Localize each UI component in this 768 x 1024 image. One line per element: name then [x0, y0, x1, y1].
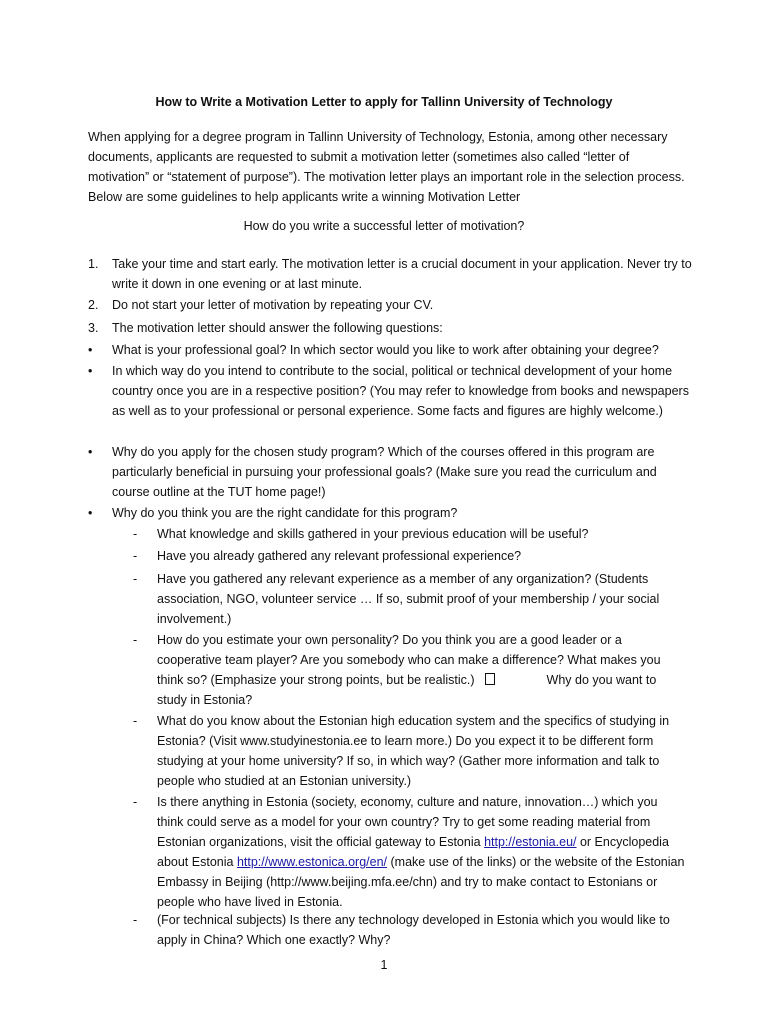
estonia-eu-link[interactable]: http://estonia.eu/ [484, 835, 577, 849]
bullet-item: Why do you apply for the chosen study program? Which of the courses offered in this program are particularly beneficial in pursuing your professional goals? (Make sure you read the curriculum and course outline at the TUT home page!) [112, 445, 657, 499]
bullet-marker: • [88, 343, 93, 357]
sub-item: Have you gathered any relevant experience as a member of any organization? (Students association, NGO, volunteer service … If so, submit proof of your membership / your social involvement.) [157, 572, 660, 626]
sub-item: Have you already gathered any relevant professional experience? [157, 549, 522, 563]
bullet-marker: • [88, 445, 93, 459]
intro-paragraph: When applying for a degree program in Tallinn University of Technology, Estonia, among other necessary documents, applicants are requested to submit a motivation letter (sometimes also called “letter of motivation” or “statement of purpose”). The motivation letter plays an important role in the selection process. Below are some guidelines to help applicants write a winning Motivation Letter [88, 130, 685, 204]
sub-item: (For technical subjects) Is there any technology developed in Estonia which you would like to apply in China? Which one exactly? Why? [157, 913, 670, 947]
numbered-item: The motivation letter should answer the following questions: [112, 321, 443, 335]
sub-item [157, 630, 687, 710]
dash-marker: - [133, 572, 138, 586]
dash-marker: - [133, 633, 138, 647]
sub-item: What do you know about the Estonian high education system and the specifics of studying in Estonia? (Visit www.studyinestonia.ee to learn more.) Do you expect it to be different form studying at your home university? If so, in which way? (Gather more information and talk to people who studied at an Estonian university.) [157, 714, 670, 788]
dash-marker: - [133, 795, 138, 809]
section-heading: How do you write a successful letter of motivation? [243, 219, 525, 233]
bullet-marker: • [88, 364, 93, 378]
dash-marker: - [133, 527, 138, 541]
bullet-marker: • [88, 506, 93, 520]
bullet-item: What is your professional goal? In which sector would you like to work after obtaining your degree? [112, 343, 659, 357]
checkbox-glyph-icon [485, 673, 495, 685]
sub-item-text: (make use of the links) or the website of the Estonian Embassy in Beijing (http://www.beijing.mfa.ee/chn) and try to make contact to Estonians or people who have lived in Estonia. [157, 855, 685, 909]
list-marker: 2. [88, 298, 99, 312]
bullet-item: In which way do you intend to contribute to the social, political or technical development of your home country once you are in a respective position? (You may refer to knowledge from books and newspapers as well as to your professional or personal experience. Some facts and figures are highly welcome.) [112, 364, 689, 418]
bullet-item: Why do you think you are the right candidate for this program? [112, 506, 458, 520]
numbered-item: Take your time and start early. The motivation letter is a crucial document in your application. Never try to write it down in one evening or at last minute. [112, 257, 692, 291]
sub-item: What knowledge and skills gathered in your previous education will be useful? [157, 527, 589, 541]
sub-item-text: or Encyclopedia about Estonia [157, 835, 669, 869]
dash-marker: - [133, 549, 138, 563]
dash-marker: - [133, 714, 138, 728]
document-title: How to Write a Motivation Letter to apply for Tallinn University of Technology [155, 95, 613, 109]
estonica-link[interactable]: http://www.estonica.org/en/ [236, 855, 388, 869]
sub-item-text: How do you estimate your own personality? Do you think you are a good leader or a cooperative team player? Are you somebody who can make a difference? What makes you think so? (Emphasize your strong points, but be realistic.) [157, 633, 661, 687]
page-number: 1 [380, 958, 388, 972]
list-marker: 1. [88, 257, 99, 271]
numbered-item: Do not start your letter of motivation by repeating your CV. [112, 298, 434, 312]
sub-item-text: Is there anything in Estonia (society, economy, culture and nature, innovation…) which you think could serve as a model for your own country? Try to get some reading material from Estonian organizations, visit the official gateway to Estonia [157, 795, 658, 849]
sub-item-text: Why do you want to study in Estonia? [157, 673, 657, 707]
sub-item [157, 792, 687, 912]
list-marker: 3. [88, 321, 99, 335]
dash-marker: - [133, 913, 138, 927]
